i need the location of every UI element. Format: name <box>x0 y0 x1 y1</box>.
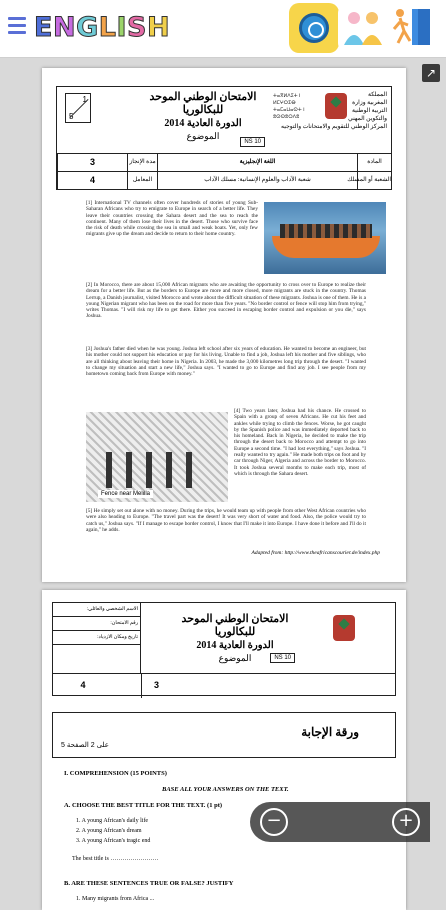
branch-value: شعبة الآداب والعلوم الإنسانية: مسلك الآداب <box>157 172 357 190</box>
ministry-tifinagh: ⵜⴰⴳⵍⴷⵉⵜ ⵏ ⵍⵎⵖⵔⵉⴱ ⵜⴰⵎⴰⵡⴰⵙⵜ ⵏ ⵓⵙⵙⵓⵔⴷⵓ <box>273 93 305 120</box>
section-comprehension: I. COMPREHENSION (15 POINTS) <box>64 770 167 777</box>
hamburger-menu-icon[interactable] <box>8 17 26 35</box>
zoom-in-icon[interactable]: + <box>392 808 420 836</box>
title2-line-2: الدورة العادية 2014 <box>196 640 274 651</box>
center-name: المركز الوطني للتقويم والامتحانات والتوجيه <box>281 124 387 130</box>
answer-sheet-header <box>52 712 396 758</box>
coef-value-2: 4 <box>80 680 86 690</box>
logo-letter: E <box>34 11 53 43</box>
paragraph-3: [3] Joshua's father died when he was young. Joshua left school after six years of education. He wanted to become an engineer, but his mother could not support his education or pay for his living. Unable to find a job, Joshua left his mother and five siblings, who are all thinking about leaving their home in Nigeria. In 2003, he made the 3,000 kilometres long trip through the desert. "I wanted to change my situation and start a new life," Joshua says. "I wanted to go to Europe and find any job. I see people from my hometown coming back from Europe with money." <box>86 346 366 378</box>
migrant-boat-photo <box>264 202 386 274</box>
subject-label: المادة <box>357 154 391 172</box>
info-row-branch <box>57 172 391 190</box>
pager-total: 5 <box>61 742 65 749</box>
paragraph-4: [4] Two years later, Joshua had his chance. He crossed to Spain with a group of seven Africans. He cut his feet and ankles while trying to climb the fences. Worse, he got caught by the Spanish police and was immediately deported back to his homeland. Back in Nigeria, he decided to make the trip through the desert back to Morocco and attempt to go into Europe a second time. "I had lost everything," says Joshua. "I really wanted to try again." He made both trips on foot and by car through Niger, Algeria and across the border to Morocco. It took Joshua several months to make each trip, most of which is through the Sahara desert. <box>234 408 366 477</box>
exit-door-icon <box>388 5 434 51</box>
birth-field: تاريخ ومكان الازدياد: <box>53 631 140 645</box>
info-row-2 <box>53 673 395 697</box>
pdf-page-1 <box>42 68 406 582</box>
candidate-fields <box>53 603 141 673</box>
branch-label: الشعبة أو المسلك <box>357 172 391 190</box>
exam-header-2 <box>52 602 396 696</box>
zoom-controls <box>250 802 430 842</box>
coef-value: 4 <box>57 172 127 190</box>
answer-line[interactable]: The best title is …………………… <box>72 856 159 862</box>
answer-sheet-title: ورقة الإجابة <box>301 725 359 739</box>
duration-label: مدة الإنجاز <box>127 154 157 172</box>
logo-letter: N <box>52 11 77 43</box>
pager-of: على <box>96 742 109 749</box>
stamp-bottom: 5 <box>69 112 74 121</box>
title-line-2: الدورة العادية 2014 <box>164 118 242 129</box>
question-b-item-1: 1. Many migrants from Africa ... <box>76 896 155 902</box>
option-2: 2. A young African's dream <box>76 828 142 834</box>
exam-code: NS 10 <box>240 137 265 147</box>
kingdom-emblem-icon-2 <box>333 615 355 641</box>
duration-value-2: 3 <box>141 674 171 698</box>
exam-header <box>56 86 392 154</box>
search-button[interactable] <box>289 3 339 53</box>
people-share-icon <box>340 5 386 51</box>
document-viewer[interactable] <box>0 58 446 900</box>
stamp-top: 1 <box>82 95 87 104</box>
question-a-title: A. CHOOSE THE BEST TITLE FOR THE TEXT. (1 pt) <box>64 802 223 809</box>
exit-button[interactable] <box>386 3 436 53</box>
logo-letter: G <box>76 11 99 43</box>
app-toolbar <box>0 0 446 58</box>
logo-letter: S <box>127 11 147 43</box>
exam-title <box>133 91 273 143</box>
duration-value: 3 <box>57 154 127 172</box>
page-counter <box>61 741 109 749</box>
fence-photo <box>86 412 228 502</box>
pager-current: 2 <box>90 742 95 749</box>
title2-line-1: الامتحان الوطني الموحد للبكالوريا <box>181 613 289 638</box>
candidate-name-field: الاسم الشخصي والعائلي: <box>53 603 140 617</box>
kingdom-emblem-icon <box>325 93 347 119</box>
paragraph-1: [1] International TV channels often cover hundreds of stories of young Sub-Saharan Africans who try to emigrate to Europe in search of a better life. They leave their countries crossing the Sahara desert and the sea to reach the continent. Many of them lose their lives in the desert. Those who survive face the risk of death while crossing the sea in small and weak boats. Yet, only few migrants give up the dream and decide to return to their home country. <box>86 200 258 238</box>
paragraph-5: [5] He simply set out alone with no money. During the trips, he would team up with people from other West African countries who were also heading to Europe. "The travel part was the desert! It was very short of water and food. Also, the police would try to catch us," Joshua says. "If I manage to escape border control, I know that I'll make it into Europe. I have done it before and I'll do it again," he adds. <box>86 508 366 533</box>
question-b-title: B. ARE THESE SENTENCES TRUE OR FALSE? JUSTIFY <box>64 880 234 887</box>
info-row-subject <box>57 154 391 172</box>
exam-code-2: NS 10 <box>270 653 295 663</box>
title-line-1: الامتحان الوطني الموحد للبكالوريا <box>149 91 257 116</box>
title-line-3: الموضوع <box>186 131 220 141</box>
source-credit: Adapted from: http://www.theafricanscourier.de/index.php <box>251 550 380 556</box>
fence-caption: Fence near Melilla <box>98 490 153 498</box>
option-3: 3. A young African's tragic end <box>76 838 151 844</box>
open-external-icon[interactable]: ↗ <box>422 64 440 82</box>
zoom-out-icon[interactable]: − <box>260 808 288 836</box>
logo-letter: L <box>98 11 117 43</box>
pdf-page-2 <box>42 590 406 910</box>
title2-line-3: الموضوع <box>218 653 252 663</box>
pager-label: الصفحة <box>66 742 89 749</box>
exam-number-field: رقم الامتحان: <box>53 617 140 631</box>
ministry-name: المملكة المغربية وزارة التربية الوطنية والتكوين المهني <box>348 92 387 122</box>
paragraph-2: [2] In Morocco, there are about 15,000 African migrants who are awaiting the opportunity to cross over to Europe to realize their dream for a better life. But as the borders to Europe are more and more closed, more migrants are stuck in the country. Thomas Lerrup, a Danish journalist, visited Morocco and wrote about the difficult situation of these migrants. Joshua is one of them. He is a young Nigerian migrant who has been on the road for more than five years. "No border control or fence will stop him from trying," writes Thomas. "I will risk my life to get there. Either you succeed in escaping border control and expulsion or you die," says Joshua. <box>86 282 366 320</box>
share-button[interactable] <box>338 3 388 53</box>
option-1: 1. A young African's daily life <box>76 818 149 824</box>
exam-info-grid <box>56 154 392 190</box>
subject-value: اللغة الإنجليزية <box>157 154 357 172</box>
coef-label: المعامل <box>127 172 157 190</box>
magnifier-search-icon <box>299 13 329 43</box>
base-note: BASE ALL YOUR ANSWERS ON THE TEXT. <box>162 786 289 793</box>
logo-letter: I <box>116 11 127 43</box>
logo-letter: H <box>146 11 171 43</box>
app-logo <box>34 10 170 44</box>
page-stamp <box>65 93 91 123</box>
